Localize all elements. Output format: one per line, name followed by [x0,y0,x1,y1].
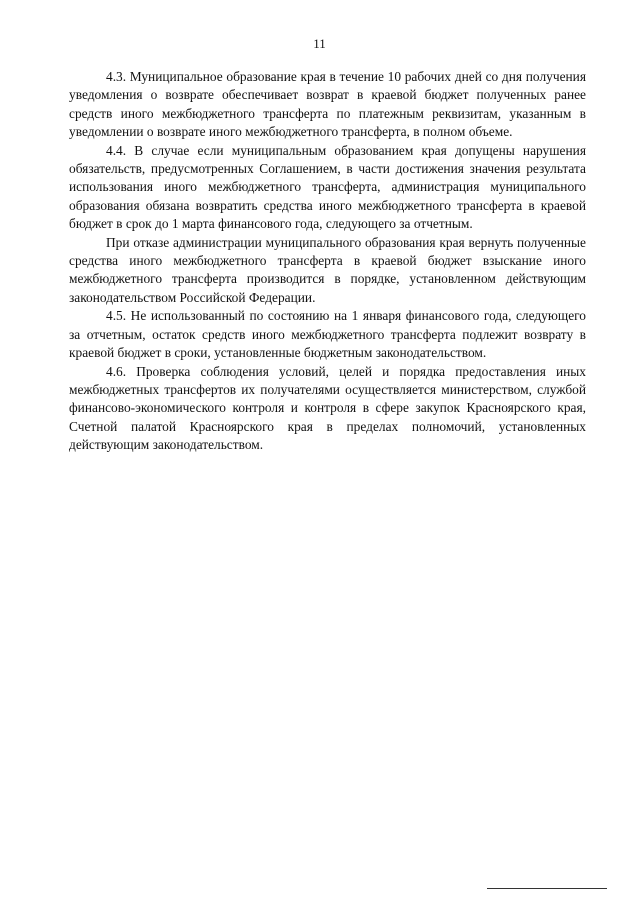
paragraph-4-4: 4.4. В случае если муниципальным образованием края допущены нарушения обязательств, предусмотренных Соглашением, в части достижения значения результата использования иного межбюджетного трансферта, администрация муниципального образования обязана возвратить средства иного межбюджетного трансферта в краевой бюджет в срок до 1 марта финансового года, следующего за отчетным. [69,142,586,232]
paragraph-4-3: 4.3. Муниципальное образование края в течение 10 рабочих дней со дня получения уведомления о возврате обеспечивает возврат в краевой бюджет полученных ранее средств иного межбюджетного трансферта по платежным реквизитам, указанным в уведомлении о возврате иного межбюджетного трансферта, в полном объеме. [69,69,586,140]
footer-divider [487,888,607,889]
paragraph-refusal: При отказе администрации муниципального образования края вернуть полученные средства иного межбюджетного трансферта в краевой бюджет взыскание иного межбюджетного трансферта производится в порядке, установленном действующим законодательством Российской Федерации. [69,234,586,305]
document-body [69,68,586,455]
paragraph-4-6: 4.6. Проверка соблюдения условий, целей и порядка предоставления иных межбюджетных трансфертов их получателями осуществляется министерством, службой финансово-экономического контроля и контроля в сфере закупок Красноярского края, Счетной палатой Красноярского края в пределах полномочий, установленных действующим законодательством. [69,363,586,453]
paragraph-4-5: 4.5. Не использованный по состоянию на 1 января финансового года, следующего за отчетным, остаток средств иного межбюджетного трансферта подлежит возврату в краевой бюджет в сроки, установленные бюджетным законодательством. [69,308,586,361]
page-number: 11 [313,36,326,51]
